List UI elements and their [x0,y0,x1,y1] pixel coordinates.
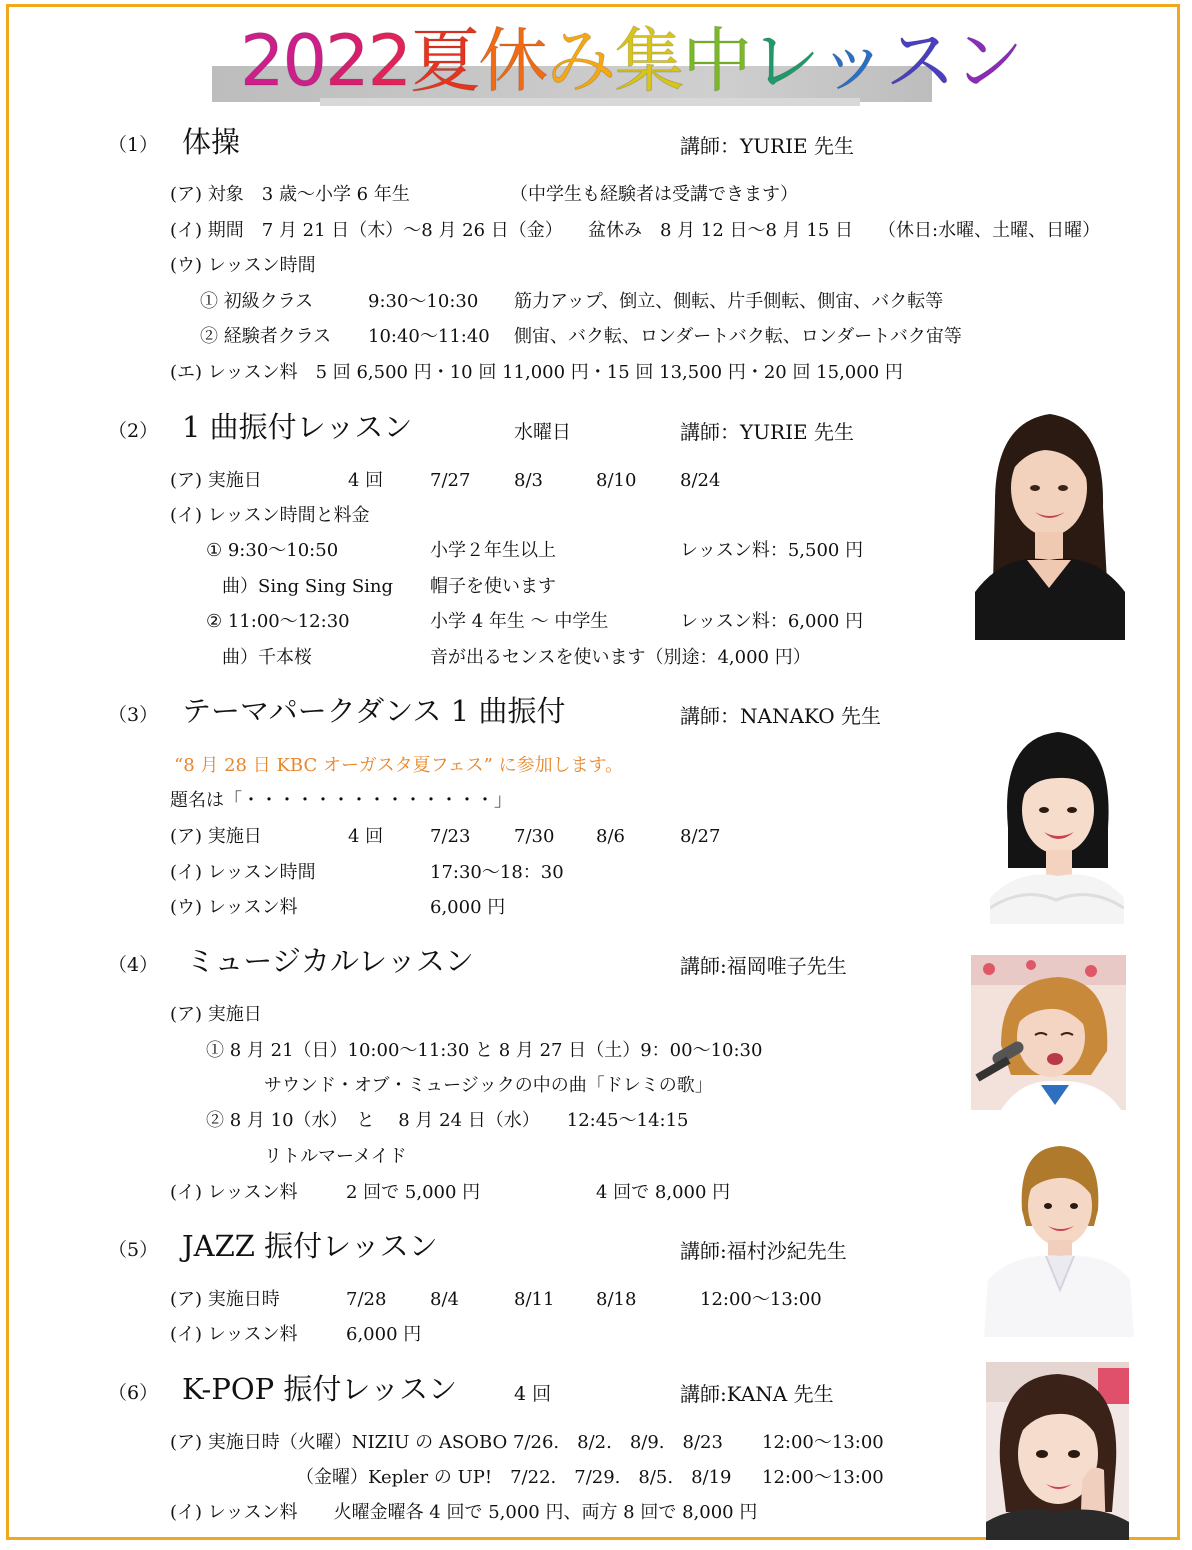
s3-event-note: “8 月 28 日 KBC オーガスタ夏フェス” に参加します。 [174,755,624,776]
s2-row2-time: ② 11:00～12:30 [206,611,350,632]
s4-date-2: ② 8 月 10（水） と 8 月 24 日（水） 12:45～14:15 [206,1110,689,1131]
title-char: 夏 [410,20,479,102]
s1-title: 体操 [182,125,241,159]
s1-target: (ア) 対象 3 歳～小学 6 年生 [170,184,410,205]
s5-dates-label: (ア) 実施日時 [170,1289,280,1310]
s6-title: K-POP 振付レッスン [182,1372,458,1406]
s3-date-3: 8/6 [596,826,625,847]
s4-fee-1: 2 回で 5,000 円 [346,1182,481,1203]
title-char: 2 [240,20,283,102]
s3-date-1: 7/23 [430,826,471,847]
s3-date-2: 7/30 [514,826,555,847]
s4-number: （4） [108,954,159,976]
s3-subject: 題名は「・・・・・・・・・・・・・・」 [170,790,512,811]
title-char: ン [953,20,1022,102]
s5-date-2: 8/4 [430,1289,459,1310]
s1-class1-name: ① 初級クラス [200,291,314,312]
s2-date-4: 8/24 [680,470,721,491]
s2-teacher: 講師：YURIE 先生 [680,420,854,444]
s2-row1-target: 小学２年生以上 [430,540,556,561]
s3-title: テーマパークダンス 1 曲振付 [182,694,566,728]
s2-day: 水曜日 [514,421,572,443]
s1-class2-time: 10:40～11:40 [368,326,490,347]
photo-yurie [975,392,1125,640]
s2-row1-note: 帽子を使います [430,576,556,597]
s3-time: 17:30～18：30 [430,862,564,883]
photo-nanako [990,718,1124,924]
title-char: 集 [614,20,683,102]
s6-fee: (イ) レッスン料 火曜金曜各 4 回で 5,000 円、両方 8 回で 8,000 円 [170,1502,758,1523]
s3-time-label: (イ) レッスン時間 [170,862,316,883]
s3-fee: 6,000 円 [430,897,506,918]
title-char: み [546,20,615,102]
s1-off-days: （休日:水曜、土曜、日曜） [878,220,1101,241]
s3-dates-label: (ア) 実施日 [170,826,262,847]
s5-date-4: 8/18 [596,1289,637,1310]
s3-teacher: 講師：NANAKO 先生 [680,704,882,728]
s4-title: ミュージカルレッスン [186,944,474,978]
s1-class1-desc: 筋力アップ、倒立、側転、片手側転、側宙、バク転等 [514,291,944,312]
s1-period: (イ) 期間 7 月 21 日（木）～8 月 26 日（金） [170,220,563,241]
s5-title: JAZZ 振付レッスン [182,1229,438,1263]
photo-kana [986,1362,1129,1540]
s2-row1-time: ① 9:30～10:50 [206,540,339,561]
s2-number: （2） [108,420,159,442]
title-char: 2 [367,20,411,102]
s1-bon-holiday: 盆休み 8 月 12 日～8 月 15 日 [588,220,854,241]
s4-date-1-song: サウンド・オブ・ミュージックの中の曲「ドレミの歌」 [264,1075,713,1096]
photo-fukuoka [971,955,1126,1110]
s2-dates-label: (ア) 実施日 [170,470,262,491]
s4-date-1: ① 8 月 21（日）10:00～11:30 と 8 月 27 日（土）9：00～10:30 [206,1040,763,1061]
s1-lesson-time-label: (ウ) レッスン時間 [170,255,316,276]
s4-dates-label: (ア) 実施日 [170,1004,262,1025]
s2-date-2: 8/3 [514,470,543,491]
s2-row2-target: 小学 4 年生 ～ 中学生 [430,611,609,632]
s4-date-2-song: リトルマーメイド [264,1146,407,1167]
s3-number: （3） [108,704,159,726]
s6-tuesday-schedule: (ア) 実施日時（火曜）NIZIU の ASOBO 7/26. 8/2. 8/9. 8/23 [170,1432,723,1453]
s2-time-fee-label: (イ) レッスン時間と料金 [170,505,370,526]
s5-date-3: 8/11 [514,1289,555,1310]
s2-row1-fee: レッスン料：5,500 円 [680,540,864,561]
s1-number: （1） [108,134,159,156]
s5-number: （5） [108,1239,159,1261]
s6-friday-time: 12:00～13:00 [762,1467,884,1488]
s4-fee-2: 4 回で 8,000 円 [596,1182,731,1203]
s4-fee-label: (イ) レッスン料 [170,1182,298,1203]
s5-fee: 6,000 円 [346,1324,422,1345]
title-char: 中 [682,20,751,102]
s2-date-3: 8/10 [596,470,637,491]
page-title-area [0,10,1192,100]
s6-teacher: 講師:KANA 先生 [680,1382,834,1406]
s2-row2-fee: レッスン料：6,000 円 [680,611,864,632]
title-char: 0 [282,20,326,102]
s1-fee: (エ) レッスン料 5 回 6,500 円・10 回 11,000 円・15 回 13,500 円・20 回 15,000 円 [170,362,903,383]
s2-row2-note: 音が出るセンスを使います（別途：4,000 円） [430,647,811,668]
s4-teacher: 講師:福岡唯子先生 [680,954,847,978]
s5-date-1: 7/28 [346,1289,387,1310]
s5-time: 12:00～13:00 [700,1289,822,1310]
s1-class2-desc: 側宙、バク転、ロンダートバク転、ロンダートバク宙等 [514,326,962,347]
s5-teacher: 講師:福村沙紀先生 [680,1239,847,1263]
s1-target-note: （中学生も経験者は受講できます） [510,184,798,205]
s3-fee-label: (ウ) レッスン料 [170,897,298,918]
title-char: ッ [817,20,886,102]
s6-tuesday-time: 12:00～13:00 [762,1432,884,1453]
s2-row2-song: 曲）千本桜 [222,647,312,668]
title-char: 休 [478,20,547,102]
s1-class2-name: ② 経験者クラス [200,326,332,347]
s5-fee-label: (イ) レッスン料 [170,1324,298,1345]
s6-number: （6） [108,1382,159,1404]
s2-row1-song: 曲）Sing Sing Sing [222,576,394,597]
s2-title: 1 曲振付レッスン [182,410,413,444]
s3-date-4: 8/27 [680,826,721,847]
s2-date-1: 7/27 [430,470,471,491]
title-char: レ [750,20,818,102]
s1-teacher: 講師：YURIE 先生 [680,134,854,158]
photo-fukumura [984,1140,1134,1337]
s6-friday-schedule: （金曜）Kepler の UP! 7/22. 7/29. 8/5. 8/19 [296,1467,732,1488]
s6-count: 4 回 [514,1383,552,1405]
s1-class1-time: 9:30～10:30 [368,291,479,312]
title-char: ス [885,20,954,102]
title-char: 2 [325,20,368,102]
page-title [240,16,1022,106]
s2-count: 4 回 [348,470,384,491]
s3-count: 4 回 [348,826,384,847]
